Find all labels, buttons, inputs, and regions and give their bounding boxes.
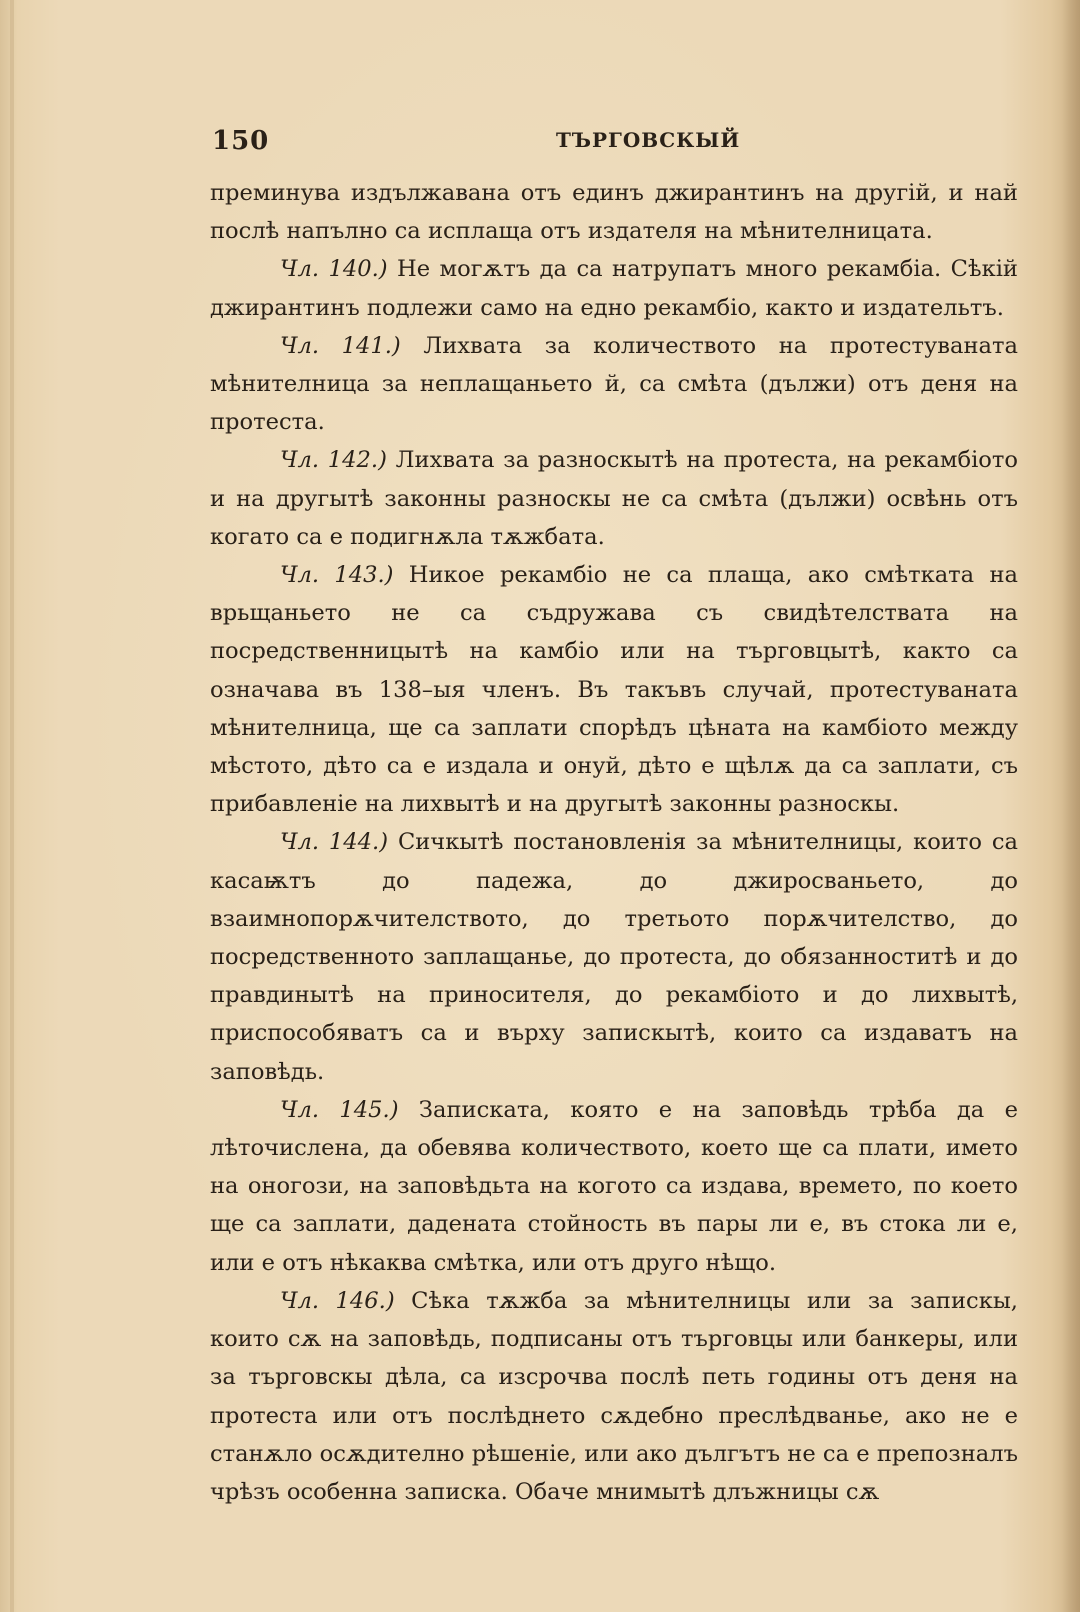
paragraph-article-143	[210, 556, 1018, 823]
paragraph-text: Лихвата за разноскытѣ на протеста, на рекамбіото и на другытѣ законны разноскы не са смѣта (дължи) освѣнь отъ когато са е подигнѫла тѫжбата.	[210, 447, 1018, 550]
paragraph-text: преминува издължавана отъ единъ джирантинъ на другій, и най послѣ напълно са исплаща отъ издателя на мѣнителницата.	[210, 180, 1018, 245]
paragraph-article-140	[210, 250, 1018, 326]
paragraph-text: Сѣка тѫжба за мѣнителницы или за запискы, които сѫ на заповѣдь, подписаны отъ търговцы или банкеры, или за търговскы дѣла, са изсрочва послѣ петь годины отъ деня на протеста или отъ послѣднето сѫдебно прeслѣдванье, ако не е станѫло осѫдително рѣшеніе, или ако дългътъ не са е прeпозналъ чрѣзъ особенна записка. Обаче мнимытѣ длъжницы сѫ	[210, 1287, 1018, 1505]
paragraph-text: Записката, която е на заповѣдь трѣба да е лѣточислена, да обевява количеството, което ще са плати, името на оногози, на заповѣдьта на когото са издава, времето, по което ще са заплати, дадената стойность въ пары ли е, въ стока ли е, или е отъ нѣкаква смѣтка, или отъ друго нѣщо.	[210, 1096, 1018, 1276]
article-number: Чл. 146.)	[280, 1287, 395, 1314]
paragraph-article-145	[210, 1091, 1018, 1282]
paragraph-text: Сичкытѣ постановленія за мѣнителницы, които са касаѭтъ до падежа, до джиросваньето, до взаимнопорѫчителството, до третьото порѫчителство, до посредственното заплащанье, до протеста, до обязанноститѣ и до правдинытѣ на приносителя, до рекамбіото и до лихвытѣ, приспособяватъ са и върху запискытѣ, които са издаватъ на заповѣдь.	[210, 829, 1018, 1085]
page-number: 150	[212, 126, 270, 156]
paragraph-text: Не могѫтъ да са натрупатъ много рекамбіа. Сѣкій джирантинъ подлежи само на едно рекамбіо, както и издательтъ.	[210, 256, 1018, 321]
paragraph-article-146	[210, 1282, 1018, 1511]
article-number: Чл. 141.)	[280, 332, 401, 359]
paragraph-article-144	[210, 823, 1018, 1090]
article-number: Чл. 140.)	[280, 256, 388, 283]
page-right-edge-shadow	[1062, 0, 1080, 1612]
paragraph-continuation	[210, 174, 1018, 250]
page-binding-edge	[10, 0, 14, 1612]
page-header	[212, 126, 1012, 166]
paragraph-article-141	[210, 327, 1018, 442]
running-title: ТЪРГОВСКЫЙ	[556, 128, 741, 152]
article-number: Чл. 145.)	[280, 1096, 399, 1123]
paragraph-text: Лихвата за количеството на протестуваната мѣнителница за неплащаньето й, са смѣта (дължи) отъ деня на протеста.	[210, 332, 1018, 436]
paragraph-text: Никое рекамбіо не са плаща, ако смѣтката на врьщаньето не са съдружава съ свидѣтелствата на посредственницытѣ на камбіо или на търговцытѣ, както са означава въ 138–ыя членъ. Въ такъвъ случай, протестуваната мѣнителница, ще са заплати спорѣдъ цѣната на камбіото между мѣстото, дѣто са е издала и онуй, дѣто е щѣлѫ да са заплати, съ прибавленіе на лихвытѣ и на другытѣ законны разноскы.	[210, 562, 1018, 818]
article-number: Чл. 142.)	[280, 447, 387, 474]
article-number: Чл. 144.)	[280, 829, 389, 856]
paragraph-article-142	[210, 441, 1018, 556]
article-number: Чл. 143.)	[280, 562, 394, 589]
body-text	[210, 174, 1018, 1511]
